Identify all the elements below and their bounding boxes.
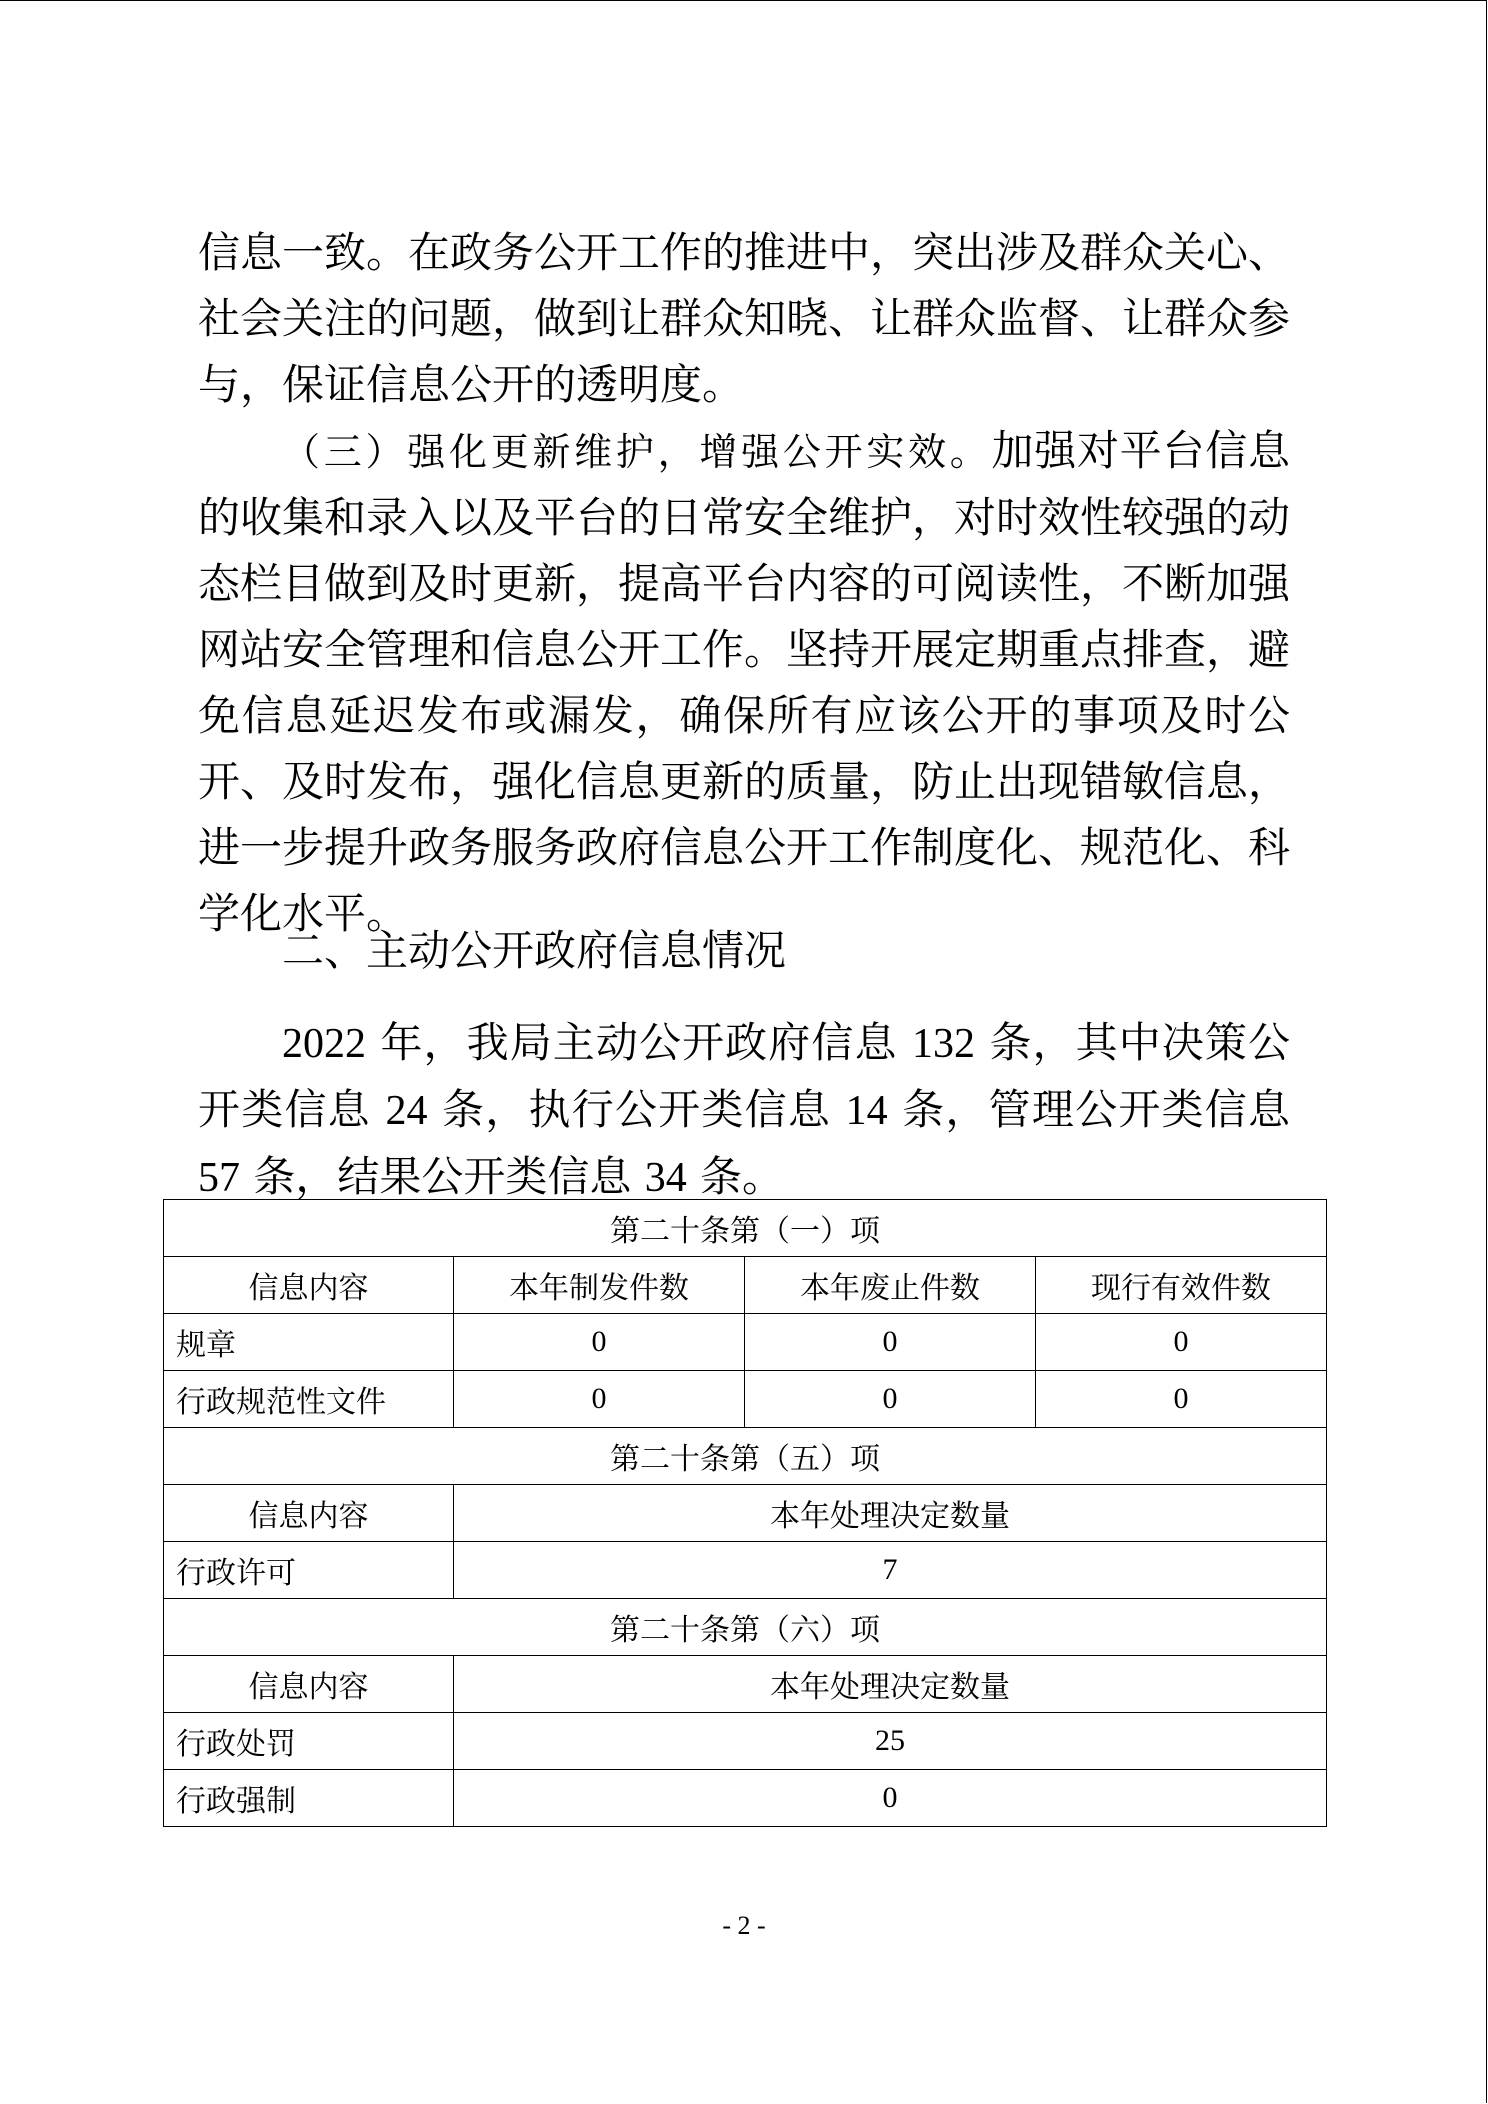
total-count: 132 (912, 1021, 975, 1067)
section-title: 第二十条第（五）项 (164, 1428, 1327, 1485)
row-label: 行政许可 (164, 1542, 454, 1599)
column-header: 信息内容 (164, 1257, 454, 1314)
table-section-title-row (164, 1200, 1327, 1257)
column-header: 本年制发件数 (454, 1257, 745, 1314)
paragraph-continuation (198, 220, 1290, 418)
cell-value: 25 (454, 1713, 1327, 1770)
paragraph-text: 信息一致。在政务公开工作的推进中，突出涉及群众关心、社会关注的问题，做到让群众知晓、让群众监督、让群众参与，保证信息公开的透明度。 (198, 228, 1291, 409)
column-header: 信息内容 (164, 1485, 454, 1542)
row-label: 行政规范性文件 (164, 1371, 454, 1428)
year-number: 2022 (282, 1021, 366, 1067)
result-count: 34 (644, 1155, 687, 1201)
column-header: 本年处理决定数量 (454, 1485, 1327, 1542)
column-header: 本年处理决定数量 (454, 1656, 1327, 1713)
table-row (164, 1542, 1327, 1599)
row-label: 行政处罚 (164, 1713, 454, 1770)
column-header: 本年废止件数 (745, 1257, 1036, 1314)
section-heading: 二、主动公开政府信息情况 (282, 926, 787, 975)
table-header-row (164, 1257, 1327, 1314)
paragraph-statistics (198, 1010, 1290, 1211)
table-section-title-row (164, 1599, 1327, 1656)
disclosure-table (163, 1199, 1327, 1827)
paragraph-strengthen-update (198, 418, 1290, 947)
page-number: - 2 - (722, 1911, 766, 1940)
cell-value: 0 (454, 1770, 1327, 1827)
text-fragment: 条，结果公开类信息 (240, 1152, 645, 1201)
text-fragment: 条，执行公开类信息 (427, 1085, 846, 1134)
column-header: 现行有效件数 (1036, 1257, 1327, 1314)
decision-count: 24 (385, 1088, 428, 1134)
cell-value: 0 (454, 1314, 745, 1371)
row-label: 行政强制 (164, 1770, 454, 1827)
table-header-row (164, 1656, 1327, 1713)
section-title: 第二十条第（六）项 (164, 1599, 1327, 1656)
table-row (164, 1770, 1327, 1827)
table-row (164, 1713, 1327, 1770)
table-row (164, 1314, 1327, 1371)
column-header: 信息内容 (164, 1656, 454, 1713)
cell-value: 0 (745, 1371, 1036, 1428)
table-header-row (164, 1485, 1327, 1542)
table-row (164, 1371, 1327, 1428)
management-count: 57 (198, 1155, 240, 1201)
text-fragment: 年，我局主动公开政府信息 (366, 1018, 912, 1067)
table-section-title-row (164, 1428, 1327, 1485)
text-fragment: 条。 (686, 1152, 785, 1201)
cell-value: 0 (1036, 1314, 1327, 1371)
subsection-heading: （三）强化更新维护，增强公开实效。 (282, 430, 992, 474)
text-fragment: 条，其中决策公开类信息 (198, 1018, 1290, 1134)
cell-value: 7 (454, 1542, 1327, 1599)
execution-count: 14 (845, 1088, 888, 1134)
paragraph-text: 加强对平台信息的收集和录入以及平台的日常安全维护，对时效性较强的动态栏目做到及时更新，提高平台内容的可阅读性，不断加强网站安全管理和信息公开工作。坚持开展定期重点排查，避免信息延迟发布或漏发，确保所有应该公开的事项及时公开、及时发布，强化信息更新的质量，防止出现错敏信息，进一步提升政务服务政府信息公开工作制度化、规范化、科学化水平。 (198, 426, 1291, 938)
row-label: 规章 (164, 1314, 454, 1371)
cell-value: 0 (1036, 1371, 1327, 1428)
text-fragment: 条，管理公开类信息 (887, 1085, 1290, 1134)
section-title: 第二十条第（一）项 (164, 1200, 1327, 1257)
cell-value: 0 (454, 1371, 745, 1428)
cell-value: 0 (745, 1314, 1036, 1371)
